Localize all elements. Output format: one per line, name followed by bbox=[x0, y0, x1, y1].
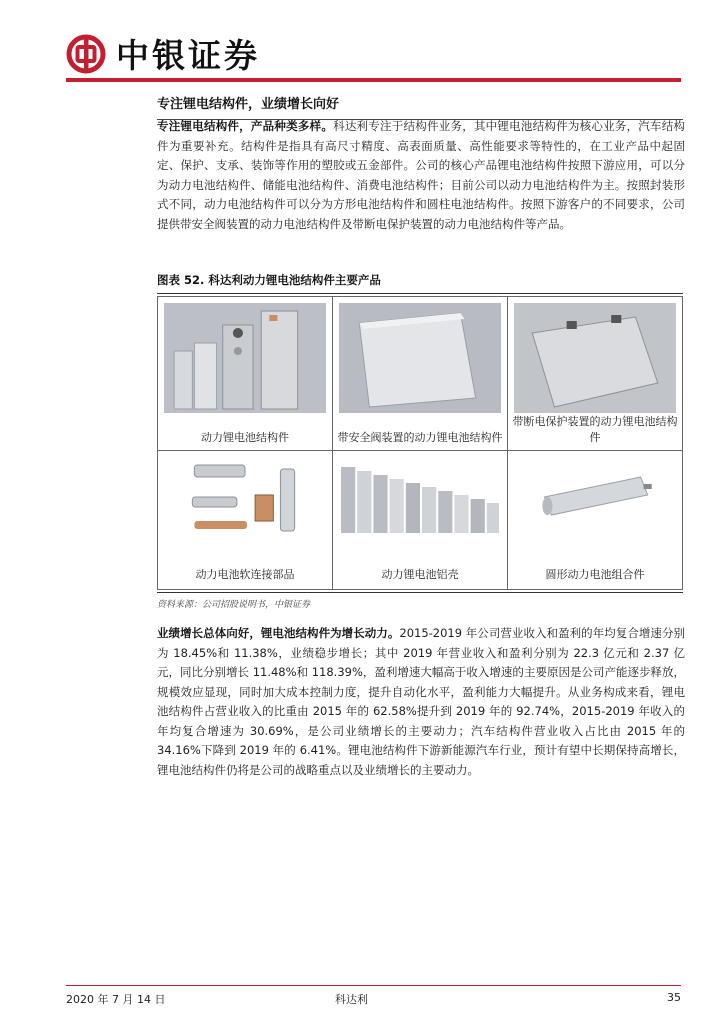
paragraph-body: 科达利专注于结构件业务，其中锂电池结构件为核心业务，汽车结构件为重要补充。结构件是指具有高尺寸精度、高表面质量、高性能要求等特性的，在工业产品中起固定、保护、支承、装饰等作用的塑胶或五金部件。公司的核心产品锂电池结构件按照下游应用，可以分为动力电池结构件、储能电池结构件、消费电池结构件；目前公司以动力电池结构件为主。按照封装形式不同，动力电池结构件可以分为方形电池结构件和圆柱电池结构件。按照下游客户的不同要求，公司提供带安全阀装置的动力电池结构件及带断电保护装置的动力电池结构件等产品。 bbox=[157, 119, 685, 231]
bank-of-china-logo bbox=[66, 34, 106, 74]
product-photo-breaker-protection bbox=[514, 303, 676, 413]
paragraph-product bbox=[157, 117, 685, 234]
product-cell bbox=[158, 297, 333, 451]
product-caption: 动力电池软连接部品 bbox=[195, 568, 295, 581]
product-cell bbox=[508, 451, 683, 590]
footer-date: 2020 年 7 月 14 日 bbox=[66, 993, 166, 1006]
product-cell bbox=[158, 451, 333, 590]
footer-company: 科达利 bbox=[335, 993, 368, 1006]
footer-rule bbox=[66, 985, 681, 986]
product-figure-table bbox=[157, 296, 683, 590]
product-caption: 动力锂电池铝壳 bbox=[381, 568, 459, 581]
paragraph-lead: 业绩增长总体向好，锂电池结构件为增长动力。 bbox=[157, 626, 400, 640]
product-caption: 带断电保护装置的动力锂电池结构件 bbox=[512, 415, 678, 444]
paragraph-performance bbox=[157, 624, 685, 780]
product-cell bbox=[333, 297, 508, 451]
header-rule bbox=[66, 78, 681, 82]
product-photo-cylindrical-assembly bbox=[514, 457, 676, 567]
paragraph-lead: 专注锂电结构件，产品种类多样。 bbox=[157, 119, 334, 133]
product-photo-soft-connectors bbox=[164, 457, 326, 567]
product-caption: 带安全阀装置的动力锂电池结构件 bbox=[337, 431, 503, 444]
paragraph-body: 2015-2019 年公司营业收入和盈利的年均复合增速分别为 18.45%和 11.38%，业绩稳步增长；其中 2019 年营业收入和盈利分别为 22.3 亿元和 2.37 亿元，同比分别增长 11.48%和 118.39%，盈利增速大幅高于收入增速的主要原因是公司产能逐步释放，规模效应显现，同时加大成本控制力度，提升自动化水平，盈利能力大幅提升。从业务构成来看，锂电池结构件占营业收入的比重由 2015 年的 62.58%提升到 2019 年的 92.74%，2015-2019 年收入的年均复合增速为 30.69%，是公司业绩增长的主要动力；汽车结构件营业收入占比由 2015 年的 34.16%下降到 2019 年的 6.41%。锂电池结构件下游新能源汽车行业，预计有望中长期保持高增长，锂电池结构件仍将是公司的战略重点以及业绩增长的主要动力。 bbox=[157, 626, 685, 777]
product-photo-safety-valve bbox=[339, 303, 501, 413]
figure-source: 资料来源：公司招股说明书，中银证券 bbox=[157, 592, 683, 610]
product-cell bbox=[333, 451, 508, 590]
product-caption: 动力锂电池结构件 bbox=[201, 431, 289, 444]
brand-name: 中银证券 bbox=[116, 36, 260, 75]
product-cell bbox=[508, 297, 683, 451]
figure-title: 图表 52. 科达利动力锂电池结构件主要产品 bbox=[157, 272, 683, 294]
section-title: 专注锂电结构件，业绩增长向好 bbox=[157, 93, 683, 120]
page-number: 35 bbox=[667, 991, 681, 1004]
product-photo-aluminum-shells bbox=[339, 457, 501, 567]
product-caption: 圆形动力电池组合件 bbox=[545, 568, 645, 581]
product-photo-battery-structures bbox=[164, 303, 326, 413]
